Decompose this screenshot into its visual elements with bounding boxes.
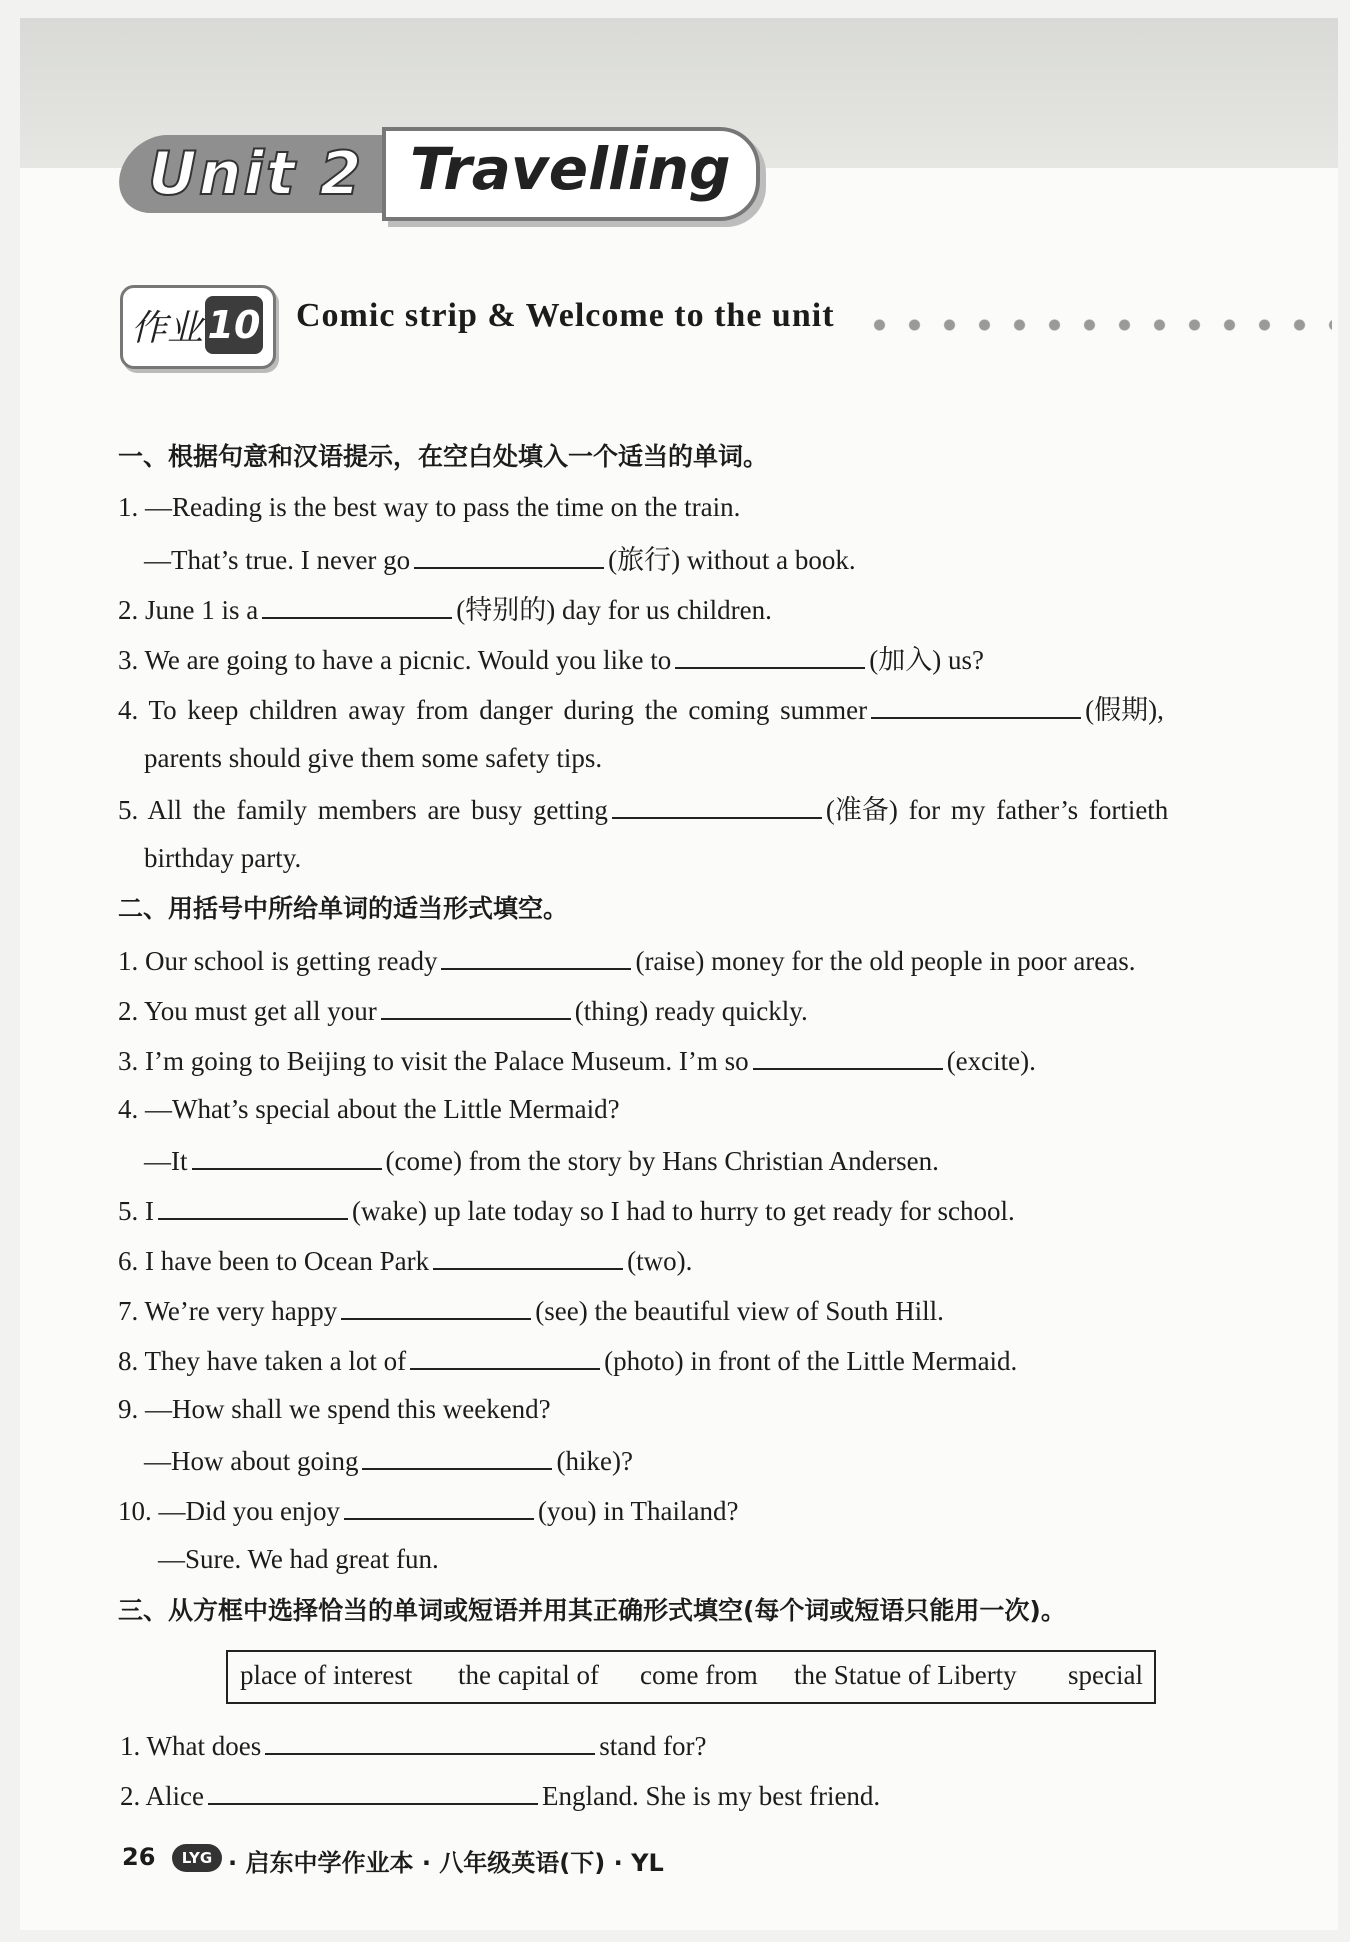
answer-blank[interactable] <box>208 1777 538 1805</box>
word-option: the capital of <box>458 1660 599 1690</box>
s2-item-2: 2. You must get all your (thing) ready quickly. <box>118 992 808 1028</box>
publisher-logo: LYG <box>172 1844 222 1872</box>
s1-item-3: 3. We are going to have a picnic. Would you like to (加入) us? <box>118 641 984 677</box>
s3-item-2: 2. Alice England. She is my best friend. <box>120 1777 880 1813</box>
s2-item-8: 8. They have taken a lot of (photo) in front of the Little Mermaid. <box>118 1342 1017 1378</box>
s1-item-5: 5. All the family members are busy getting (准备) for my father’s fortieth <box>118 791 1168 827</box>
s2-item-9: 9. —How shall we spend this weekend? <box>118 1394 551 1424</box>
s1-item-2: 2. June 1 is a (特别的) day for us children. <box>118 591 772 627</box>
answer-blank[interactable] <box>414 541 604 569</box>
word-option: the Statue of Liberty <box>794 1660 1017 1690</box>
page-number: 26 <box>122 1843 156 1871</box>
s1-item-5b: birthday party. <box>144 843 302 873</box>
s2-item-4b: —It (come) from the story by Hans Christian Andersen. <box>144 1142 939 1178</box>
unit-title: Travelling <box>410 135 731 203</box>
s1-item-1: 1. —Reading is the best way to pass the time on the train. <box>118 492 741 522</box>
answer-blank[interactable] <box>871 691 1081 719</box>
answer-blank[interactable] <box>344 1492 534 1520</box>
answer-blank[interactable] <box>433 1242 623 1270</box>
word-option: place of interest <box>240 1660 413 1690</box>
answer-blank[interactable] <box>441 942 631 970</box>
answer-blank[interactable] <box>675 641 865 669</box>
s2-item-10: 10. —Did you enjoy (you) in Thailand? <box>118 1492 738 1528</box>
s2-item-4: 4. —What’s special about the Little Mermaid? <box>118 1094 620 1124</box>
s2-item-1: 1. Our school is getting ready (raise) money for the old people in poor areas. <box>118 942 1136 978</box>
s2-item-7: 7. We’re very happy (see) the beautiful view of South Hill. <box>118 1292 944 1328</box>
homework-label: 作业 <box>131 308 204 349</box>
homework-title: Comic strip & Welcome to the unit <box>296 297 835 334</box>
section1-heading: 一、根据句意和汉语提示，在空白处填入一个适当的单词。 <box>118 442 769 471</box>
unit-banner <box>120 125 760 220</box>
answer-blank[interactable] <box>381 992 571 1020</box>
s2-item-9b: —How about going (hike)? <box>144 1442 633 1478</box>
s2-item-6: 6. I have been to Ocean Park (two). <box>118 1242 692 1278</box>
section3-heading: 三、从方框中选择恰当的单词或短语并用其正确形式填空(每个词或短语只能用一次)。 <box>118 1596 1066 1625</box>
answer-blank[interactable] <box>192 1142 382 1170</box>
dotted-divider <box>862 318 1332 332</box>
answer-blank[interactable] <box>341 1292 531 1320</box>
s2-item-5: 5. I (wake) up late today so I had to hurry to get ready for school. <box>118 1192 1015 1228</box>
answer-blank[interactable] <box>158 1192 348 1220</box>
footer-text: · 启东中学作业本 · 八年级英语(下) · YL <box>228 1849 664 1877</box>
answer-blank[interactable] <box>265 1727 595 1755</box>
answer-blank[interactable] <box>262 591 452 619</box>
word-option: come from <box>640 1660 758 1690</box>
s2-item-10b: —Sure. We had great fun. <box>158 1544 439 1574</box>
s1-item-4b: parents should give them some safety tips. <box>144 743 603 773</box>
answer-blank[interactable] <box>753 1042 943 1070</box>
section2-heading: 二、用括号中所给单词的适当形式填空。 <box>118 894 569 923</box>
s1-item-4: 4. To keep children away from danger during the coming summer (假期), <box>118 691 1164 727</box>
word-option: special <box>1068 1660 1143 1690</box>
homework-number: 10 <box>205 296 263 354</box>
s2-item-3: 3. I’m going to Beijing to visit the Palace Museum. I’m so (excite). <box>118 1042 1036 1078</box>
unit-label: Unit 2 <box>148 139 364 209</box>
homework-badge <box>120 285 276 369</box>
answer-blank[interactable] <box>612 791 822 819</box>
s1-item-1b: —That’s true. I never go (旅行) without a book. <box>144 541 856 577</box>
answer-blank[interactable] <box>362 1442 552 1470</box>
word-box <box>226 1650 1156 1704</box>
s3-item-1: 1. What does stand for? <box>120 1727 706 1763</box>
answer-blank[interactable] <box>410 1342 600 1370</box>
